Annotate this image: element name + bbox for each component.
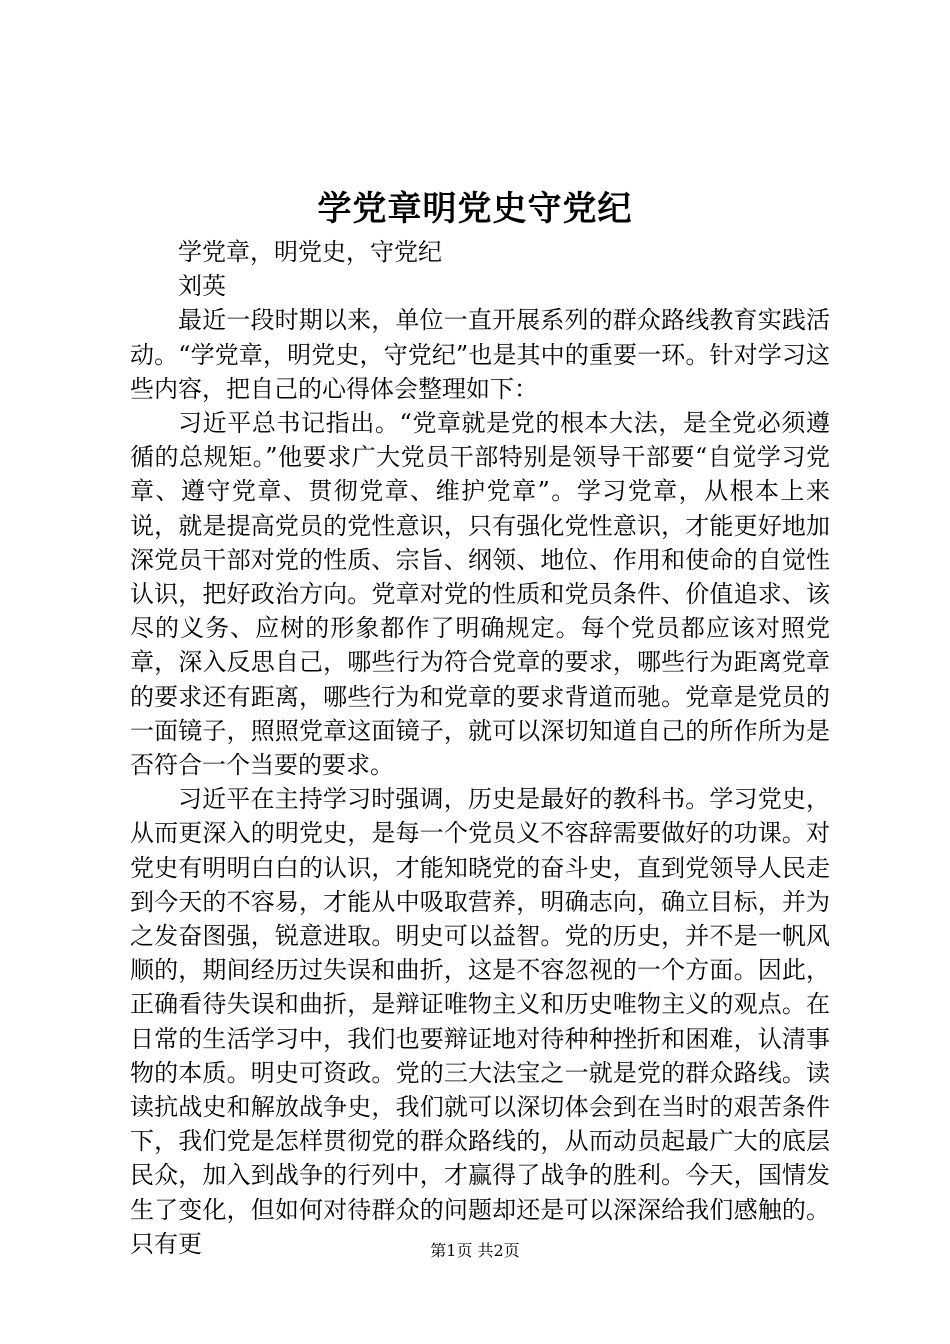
document-title: 学党章明党史守党纪 [317, 189, 633, 229]
document-author: 刘英 [178, 272, 226, 301]
page-footer: 第1页 共2页 [430, 1241, 520, 1260]
document-body [130, 235, 830, 1261]
document-subtitle: 学党章，明党史，守党纪 [178, 238, 442, 266]
body-paragraph-3: 习近平在主持学习时强调，历史是最好的教科书。学习党史，从而更深入的明党史，是每一个党员义不容辞需要做好的功课。对党史有明明白白的认识，才能知晓党的奋斗史，直到党领导人民走到今天的不容易，才能从中吸取营养，明确志向，确立目标，并为之发奋图强，锐意进取。明史可以益智。党的历史，并不是一帆风顺的，期间经历过失误和曲折，这是不容忽视的一个方面。因此，正确看待失误和曲折，是辩证唯物主义和历史唯物主义的观点。在日常的生活学习中，我们也要辩证地对待种种挫折和困难，认清事物的本质。明史可资政。党的三大法宝之一就是党的群众路线。读读抗战史和解放战争史，我们就可以深切体会到在当时的艰苦条件下，我们党是怎样贯彻党的群众路线的，从而动员起最广大的底层民众，加入到战争的行列中，才赢得了战争的胜利。今天，国情发生了变化，但如何对待群众的问题却还是可以深深给我们感触的。只有更 [130, 785, 830, 1258]
body-paragraph-1: 最近一段时期以来，单位一直开展系列的群众路线教育实践活动。“学党章，明党史，守党纪”也是其中的重要一环。针对学习这些内容，把自己的心得体会整理如下： [130, 306, 830, 403]
body-paragraph-2: 习近平总书记指出。“党章就是党的根本大法，是全党必须遵循的总规矩。”他要求广大党员干部特别是领导干部要“自觉学习党章、遵守党章、贯彻党章、维护党章”。学习党章，从根本上来说，就是提高党员的党性意识，只有强化党性意识，才能更好地加深党员干部对党的性质、宗旨、纲领、地位、作用和使命的自觉性认识，把好政治方向。党章对党的性质和党员条件、价值追求、该尽的义务、应树的形象都作了明确规定。每个党员都应该对照党章，深入反思自己，哪些行为符合党章的要求，哪些行为距离党章的要求还有距离，哪些行为和党章的要求背道而驰。党章是党员的一面镜子，照照党章这面镜子，就可以深切知道自己的所作所为是否符合一个当要的要求。 [130, 409, 830, 780]
